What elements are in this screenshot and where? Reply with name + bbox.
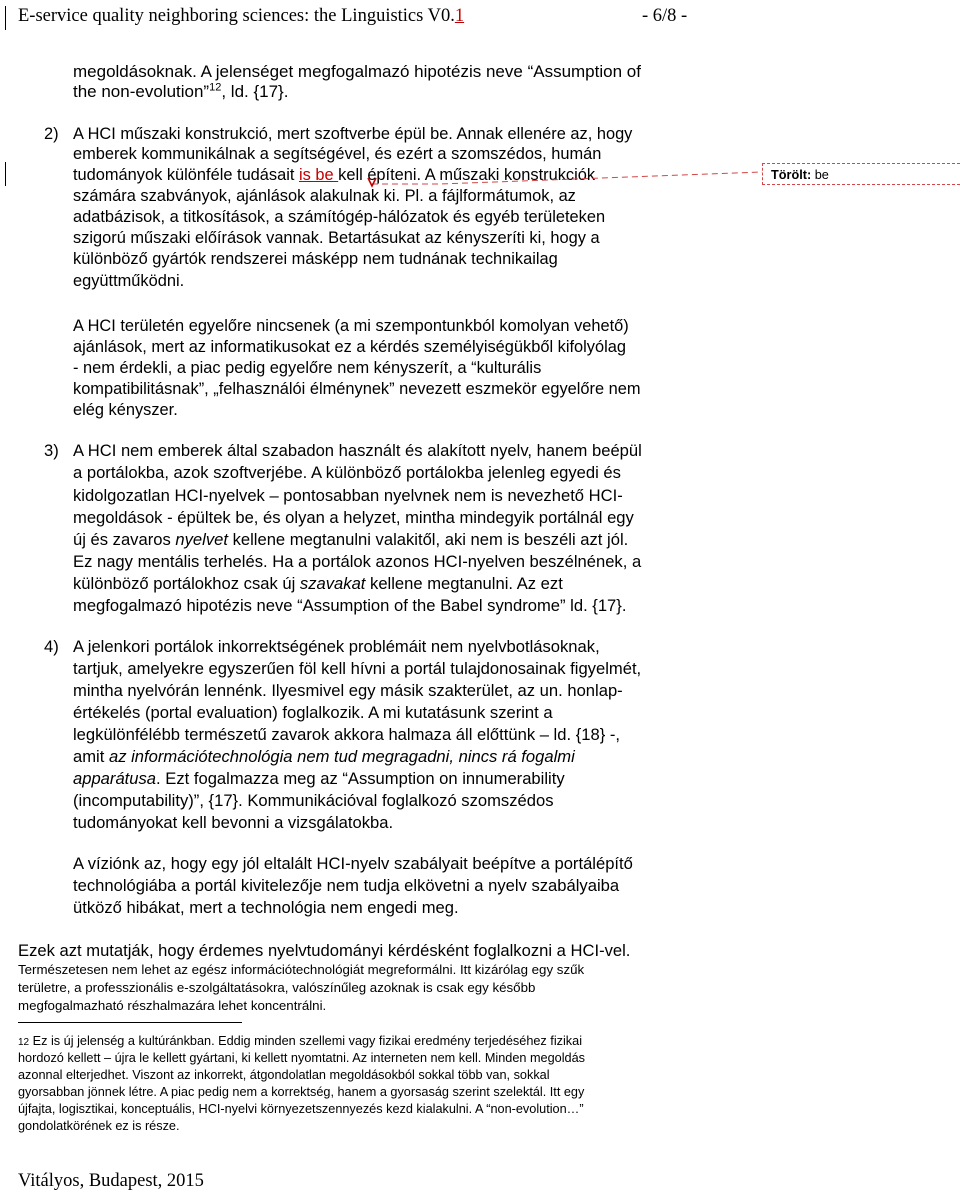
footnote-line-1 (18, 1033, 582, 1051)
item3-number: 3) (44, 441, 59, 460)
para2-line-2: ajánlások, mert az informatikusokat ez a kérdés személyiségükből kifolyólag (73, 338, 626, 356)
item2-line-5: adatbázisok, a titkosítások, a számítógép-hálózatok és egyéb területeken (73, 208, 606, 226)
item2-line-3-text: tudományok különféle tudásait (73, 166, 299, 184)
footnote-ref-12[interactable]: 12 (209, 81, 222, 94)
comment-label: Törölt: (771, 168, 812, 182)
item3-line-5-text: új és zavaros (73, 530, 176, 549)
item2-line-4: számára szabványok, ajánlások alakulnak ki. Pl. a fájlformátumok, az (73, 187, 576, 205)
item3-line-7-tail: kellene megtanulni. Az ezt (365, 574, 563, 593)
conclusion-line-1: Természetesen nem lehet az egész információtechnológiát megreformálni. Itt kizárólag egy szűk (18, 962, 585, 977)
item4-line-5: legkülönfélébb természetű zavarok akkora halmaza áll előttünk – ld. {18} -, (73, 725, 620, 744)
item3-line-5-italic: nyelvet (175, 530, 228, 549)
tracked-insertion[interactable]: is be (298, 166, 339, 184)
item4-line-2: tartjuk, amelyekre egyszerűen föl kell hívni a portál tulajdonosainak figyelmét, (73, 659, 642, 678)
intro-line-2-text: the non-evolution” (73, 82, 210, 101)
item4-line-6-italic: az információtechnológia nem tud megragadni, nincs rá fogalmi (108, 747, 575, 766)
item4-line-6-text: amit (73, 747, 109, 766)
footnote-line-5: újfajta, logisztikai, konceptuális, HCI-nyelvi környezetszennyezés kezd kialakulni. A “non-evolution…” (18, 1102, 584, 1116)
item2-line-8: együttműködni. (73, 272, 185, 290)
item4-line-4: értékelés (portal evaluation) foglalkozik. A mi kutatásunk szerint a (73, 703, 553, 722)
conclusion-line-3: megfogalmazható részhalmazára lehet koncentrálni. (18, 998, 327, 1013)
item4-line-7 (73, 768, 565, 790)
item3-line-3: kidolgozatlan HCI-nyelvek – pontosabban nyelvnek nem is nevezhető HCI- (73, 486, 623, 505)
item3-line-7-italic: szavakat (299, 574, 366, 593)
item4-line-1: A jelenkori portálok inkorrektségének problémáit nem nyelvbotlásoknak, (73, 637, 600, 656)
footnote-line-3: azonnal elterjedhet. Viszont az inkorrekt, átgondolatlan megoldásokból sokkal több van, sokkal (18, 1068, 550, 1082)
para2-line-1: A HCI területén egyelőre nincsenek (a mi szempontunkból komolyan vehető) (73, 317, 629, 335)
intro-line-2-tail: , ld. {17}. (221, 82, 289, 101)
item4-line-8: (incomputability)”, {17}. Kommunikációval foglalkozó szomszédos (73, 791, 554, 810)
item2-number: 2) (44, 125, 59, 143)
para2-line-4: kompatibilitásnak”, „felhasználói élménynek” nevezett eszmekör egyelőre nem (73, 380, 641, 398)
deletion-comment-balloon[interactable] (762, 163, 960, 185)
conclusion-line-2: területre, a professzionális e-szolgáltatásokra, valószínűleg azoknak is csak egy később (18, 980, 536, 995)
footnote-line-2: hordozó kellett – újra le kellett gyártani, ki kellett nyomtatni. Az interneten nem kell. Minden megoldás (18, 1051, 586, 1065)
item3-line-8: megfogalmazó hipotézis neve “Assumption of the Babel syndrome” ld. {17}. (73, 596, 627, 615)
item2-line-1: A HCI műszaki konstrukció, mert szoftverbe épül be. Annak ellenére az, hogy (73, 125, 633, 143)
item2-line-7: különböző gyártók rendszerei másképp nem tudnának technikailag (73, 250, 558, 268)
header-page-number: - 6/8 - (642, 6, 688, 26)
item4-number: 4) (44, 637, 59, 656)
para5-line-1: A víziónk az, hogy egy jól eltalált HCI-nyelv szabályait beépítve a portálépítő (73, 854, 633, 873)
comment-text: be (814, 168, 829, 182)
item3-line-6: Ez nagy mentális terhelés. Ha a portálok azonos HCI-nyelven beszélnének, a (73, 552, 642, 571)
item4-line-6 (73, 746, 575, 768)
item4-line-7-italic: apparátusa (73, 769, 157, 788)
footnote-line-4: gyorsabban jönnek létre. A piac pedig nem a korrektség, hanem a gyorsaság szerint szelektál. Itt egy (18, 1085, 585, 1099)
footnote-separator (18, 1022, 242, 1023)
para5-line-3: ütköző hibákat, mert a technológia nem engedi meg. (73, 898, 459, 917)
para2-line-3: - nem érdekli, a piac pedig egyelőre nem kényszerít, a “kulturális (73, 359, 542, 377)
footnote-line-1-text: Ez is új jelenség a kultúránkban. Eddig minden szellemi vagy fizikai eredmény terjedéséhez fizikai (32, 1034, 583, 1048)
footnote-mark: 12 (18, 1037, 30, 1048)
para2-line-5: elég kényszer. (73, 401, 178, 419)
intro-line-1: megoldásoknak. A jelenséget megfogalmazó hipotézis neve “Assumption of (73, 62, 641, 81)
item4-line-7-tail: . Ezt fogalmazza meg az “Assumption on innumerability (156, 769, 565, 788)
item2-line-3-tail: kell építeni. A műszaki konstrukciók (338, 166, 596, 184)
item2-line-2: emberek kommunikálnak a segítségével, és ezért a szomszédos, humán (73, 145, 602, 163)
item3-line-2: a portálokba, azok szoftverjébe. A különböző portálokba jelenleg egyedi és (73, 463, 621, 482)
item3-line-5 (73, 529, 628, 551)
item3-line-4: megoldások - épültek be, és olyan a helyzet, mintha mindegyik portálnál egy (73, 508, 634, 527)
footer-text: Vitályos, Budapest, 2015 (18, 1171, 204, 1191)
item3-line-7-text: különböző portálokhoz csak új (73, 574, 300, 593)
item2-line-6: szigorú műszaki előírások vannak. Betartásukat az kényszeríti ki, hogy a (73, 229, 600, 247)
item4-line-3: mintha nyelvórán lennénk. Ilyesmivel egy másik szakterület, az un. honlap- (73, 681, 623, 700)
item3-line-7 (73, 573, 563, 595)
footnote-line-6: gondolatkörének ez is része. (18, 1119, 180, 1133)
item3-line-1: A HCI nem emberek által szabadon használt és alakított nyelv, hanem beépül (73, 441, 642, 460)
item3-line-5-tail: kellene megtanulni valakitől, aki nem is beszéli azt jól. (227, 530, 629, 549)
conclusion-main: Ezek azt mutatják, hogy érdemes nyelvtudományi kérdésként foglalkozni a HCI-vel. (18, 941, 631, 960)
para5-line-2: technológiába a portál kivitelezője nem tudja elkövetni a nyelv szabályaiba (73, 876, 620, 895)
header-version-insertion: 1 (454, 6, 465, 26)
item4-line-9: tudományokat kell bevonni a vizsgálatokba. (73, 813, 394, 832)
header-title-text: E-service quality neighboring sciences: the Linguistics V0. (18, 6, 455, 26)
